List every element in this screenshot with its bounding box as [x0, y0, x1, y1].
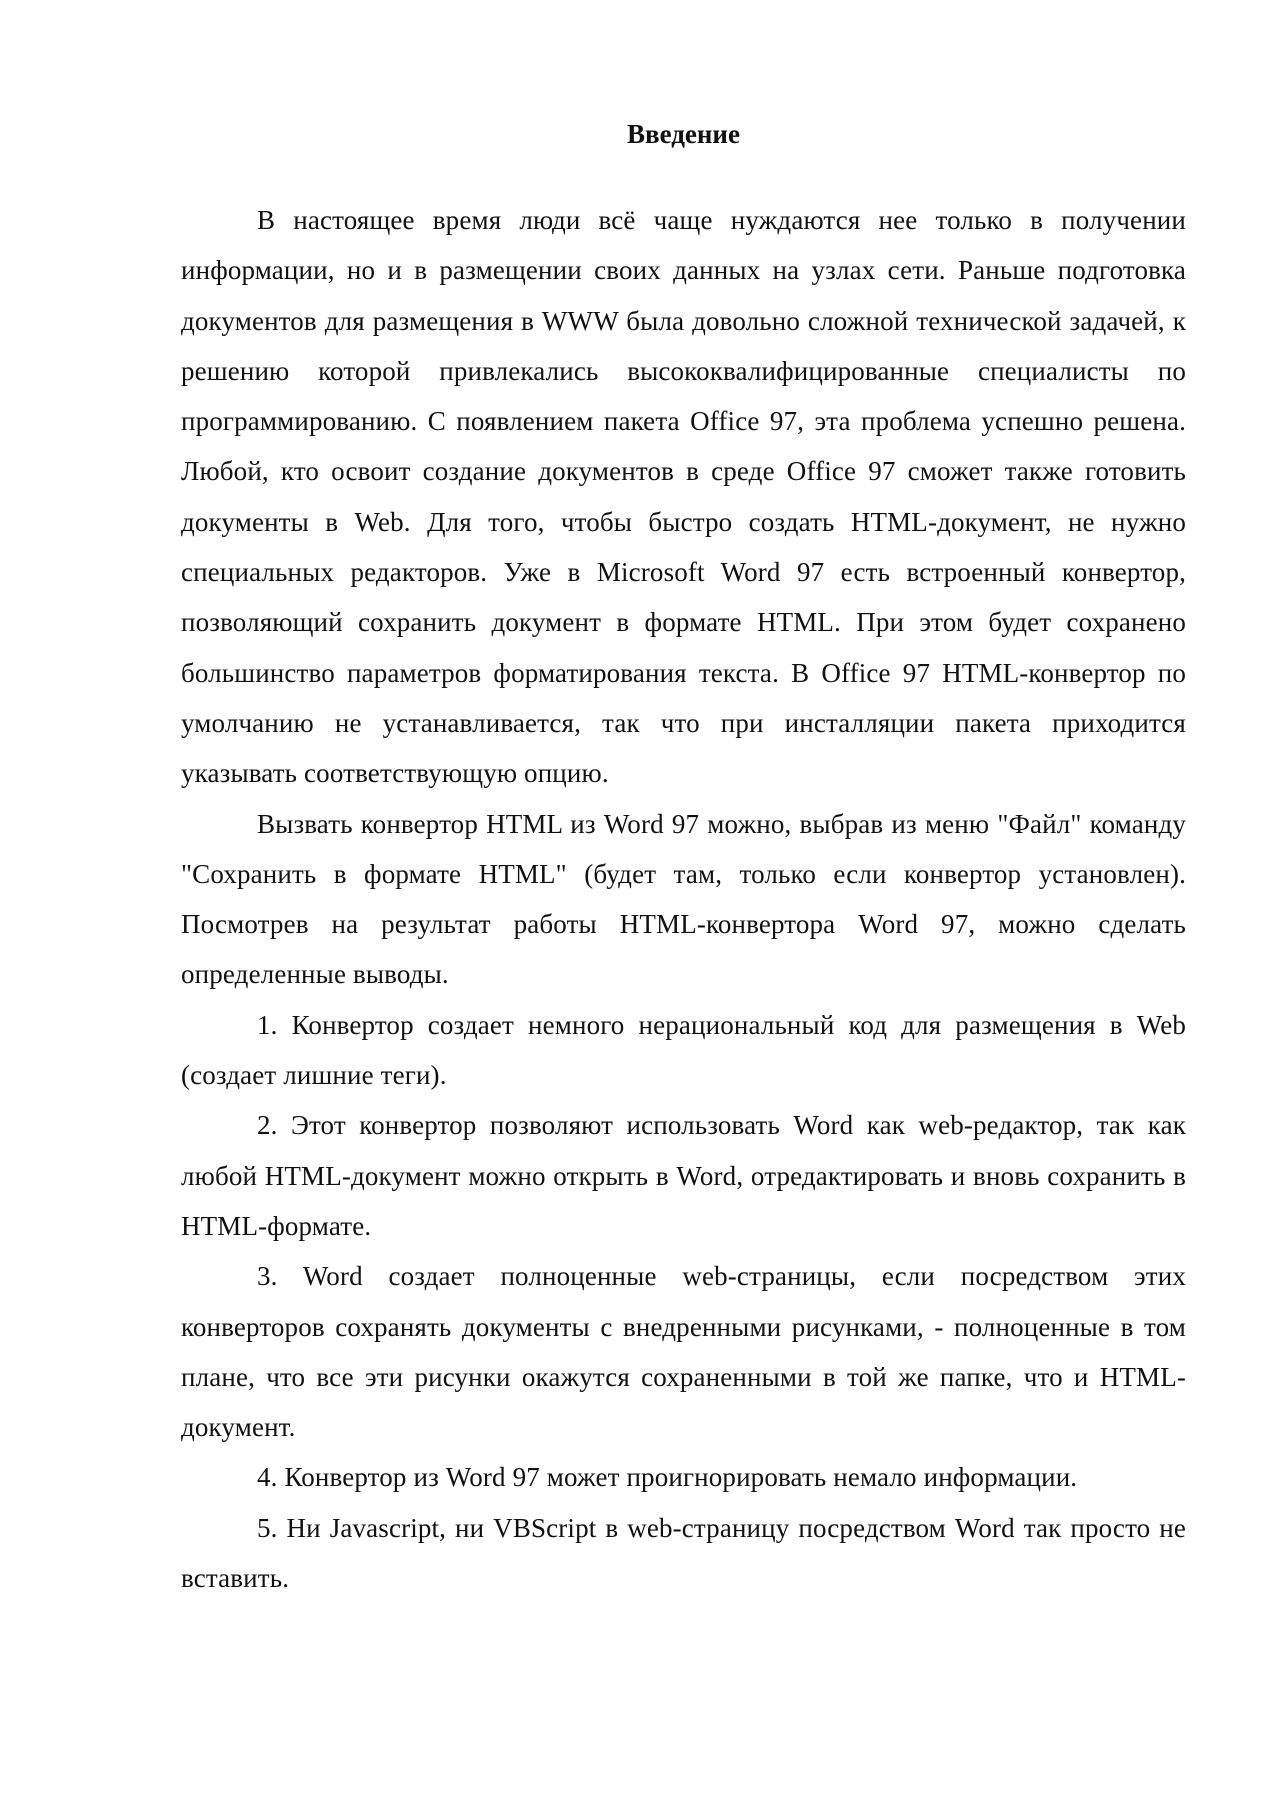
- page-title: Введение: [627, 119, 740, 149]
- list-item-3: 3. Word создает полноценные web-страницы, если посредством этих конверторов сохранять документы с внедренными рисунками, - полноценные в том плане, что все эти рисунки окажутся сохраненными в той же папке, что и HTML-документ.: [181, 1261, 1186, 1443]
- list-item-4: 4. Конвертор из Word 97 может проигнорировать немало информации.: [257, 1462, 1078, 1493]
- list-item-1: 1. Конвертор создает немного нерациональный код для размещения в Web (создает лишние теги).: [181, 1009, 1186, 1091]
- list-item-5: 5. Ни Javascript, ни VBScript в web-страницу посредством Word так просто не вставить.: [181, 1512, 1186, 1594]
- document-body: [181, 118, 1186, 1603]
- list-item-2: 2. Этот конвертор позволяют использовать Word как web-редактор, так как любой HTML-документ можно открыть в Word, отредактировать и вновь сохранить в HTML-формате.: [181, 1110, 1186, 1241]
- paragraph-intro: В настоящее время люди всё чаще нуждаются нее только в получении информации, но и в размещении своих данных на узлах сети. Раньше подготовка документов для размещения в WWW была довольно сложной технической задачей, к решению которой привлекались высококвалифицированные специалисты по программированию. С появлением пакета Office 97, эта проблема успешно решена. Любой, кто освоит создание документов в среде Office 97 сможет также готовить документы в Web. Для того, чтобы быстро создать HTML-документ, не нужно специальных редакторов. Уже в Microsoft Word 97 есть встроенный конвертор, позволяющий сохранить документ в формате HTML. При этом будет сохранено большинство параметров форматирования текста. В Office 97 HTML-конвертор по умолчанию не устанавливается, так что при инсталляции пакета приходится указывать соответствующую опцию.: [181, 205, 1186, 789]
- paragraph-converter: Вызвать конвертор HTML из Word 97 можно, выбрав из меню "Файл" команду "Сохранить в формате HTML" (будет там, только если конвертор установлен). Посмотрев на результат работы HTML-конвертора Word 97, можно сделать определенные выводы.: [181, 808, 1186, 990]
